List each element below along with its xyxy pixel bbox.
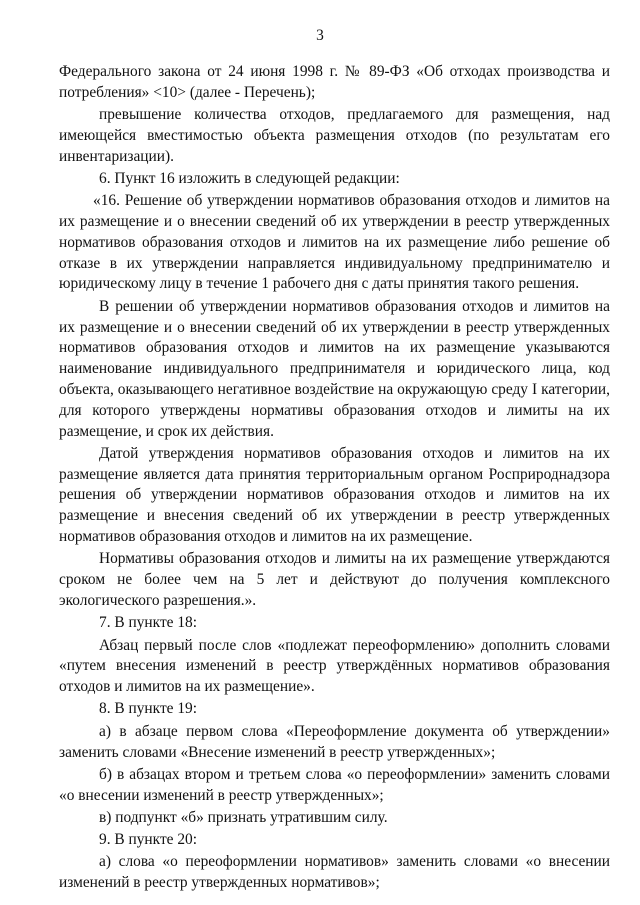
- paragraph: Датой утверждения нормативов образования отходов и лимитов на их размещение является дата принятия территориальным органом Росприроднадзора решения об утверждении нормативов образования отходов и лимитов на их размещение и внесения сведений об их утверждении в реестр утвержденных нормативов образования отходов и лимитов на их размещение.: [59, 444, 610, 546]
- paragraph: Нормативы образования отходов и лимиты на их размещение утверждаются сроком не более чем на 5 лет и действуют до получения комплексного экологического разрешения.».: [59, 550, 610, 609]
- paragraph: Федерального закона от 24 июня 1998 г. № 89-ФЗ «Об отходах производства и потребления» <10> (далее - Перечень);: [59, 63, 610, 101]
- paragraph: б) в абзацах втором и третьем слова «о переоформлении» заменить словами «о внесении изменений в реестр утвержденных»;: [59, 765, 610, 804]
- paragraph: 7. В пункте 18:: [99, 614, 198, 632]
- paragraph: а) в абзаце первом слова «Переоформление документа об утверждении» заменить словами «Внесение изменений в реестр утвержденных»;: [59, 722, 610, 761]
- paragraph: Абзац первый после слов «подлежат переоформлению» дополнить словами «путем внесения изменений в реестр утверждённых нормативов образования отходов и лимитов на их размещение».: [59, 636, 610, 696]
- page-number: 3: [316, 27, 324, 44]
- paragraph: превышение количества отходов, предлагаемого для размещения, над имеющейся вместимостью объекта размещения отходов (по результатам его инвентаризации).: [59, 106, 610, 165]
- paragraph: «16. Решение об утверждении нормативов образования отходов и лимитов на их размещение и о внесении сведений об их утверждении в реестр утвержденных нормативов образования отходов и лимитов на их размещение либо решение об отказе в их утверждении направляется индивидуальному предпринимателю и юридическому лицу в течение 1 рабочего дня с даты принятия такого решения.: [59, 192, 610, 293]
- paragraph: в) подпункт «б» признать утратившим силу.: [99, 808, 388, 826]
- paragraph: В решении об утверждении нормативов образования отходов и лимитов на их размещение и о внесении сведений об их утверждении в реестр утвержденных нормативов образования отходов и лимитов на их размещение указываются наименование индивидуального предпринимателя и юридического лица, код объекта, оказывающего негативное воздействие на окружающую среду I категории, для которого утверждены нормативы образования отходов и лимиты на их размещение, и срок их действия.: [59, 297, 610, 440]
- paragraph: а) слова «о переоформлении нормативов» заменить словами «о внесении изменений в реестр утвержденных нормативов»;: [59, 853, 610, 892]
- document-body: [59, 62, 610, 896]
- paragraph: 8. В пункте 19:: [99, 700, 198, 718]
- paragraph: 9. В пункте 20:: [99, 831, 198, 849]
- paragraph: 6. Пункт 16 изложить в следующей редакции:: [99, 169, 400, 187]
